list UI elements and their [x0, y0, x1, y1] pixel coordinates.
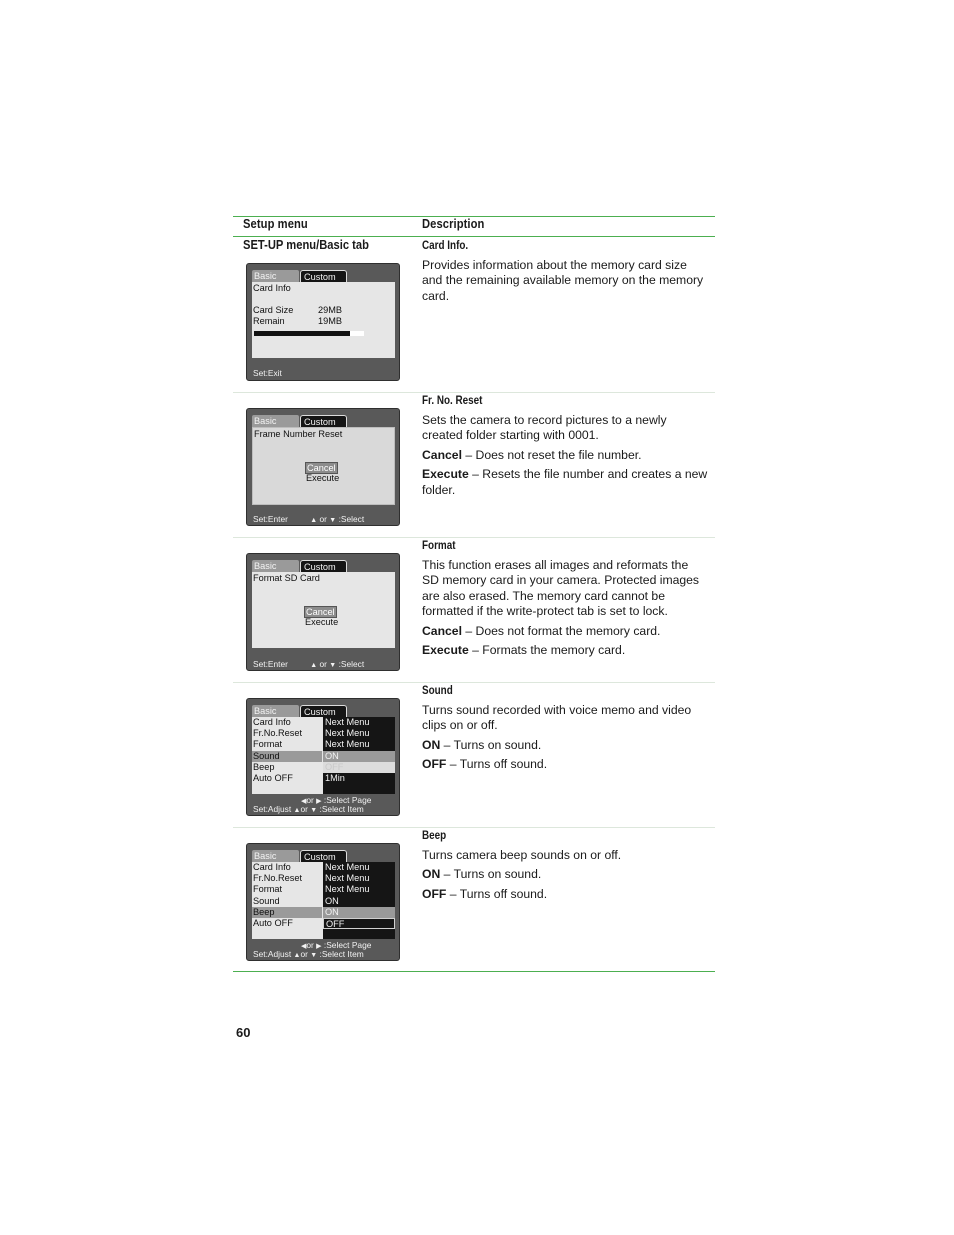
- row-title: Sound: [422, 685, 453, 697]
- menu-value: Next Menu: [325, 728, 370, 739]
- menu-item: Format: [253, 884, 283, 895]
- option-on: ON – Turns on sound.: [422, 867, 542, 881]
- column-header-description: Description: [422, 216, 485, 231]
- beep-description: [422, 828, 708, 906]
- menu-value-selected: ON: [323, 751, 395, 762]
- up-arrow-icon: ▲: [293, 807, 301, 814]
- row-title: Card Info.: [422, 240, 469, 252]
- menu-panel: [252, 862, 395, 939]
- menu-items: [252, 862, 322, 929]
- sound-menu-screen: [246, 698, 400, 816]
- menu-value: Next Menu: [325, 873, 370, 884]
- row-paragraph: Sets the camera to record pictures to a newly created folder starting with 0001.: [422, 412, 667, 442]
- menu-values: [323, 862, 395, 939]
- beep-menu-screen: [246, 843, 400, 961]
- remain-bar-fill: [254, 331, 350, 336]
- screen-heading: Format SD Card: [253, 573, 320, 583]
- tab-custom: Custom: [300, 270, 347, 282]
- tab-basic: Basic: [252, 560, 299, 572]
- menu-panel: [252, 717, 395, 794]
- menu-value: Next Menu: [325, 739, 370, 750]
- option-execute: Execute – Formats the memory card.: [422, 643, 626, 657]
- screen-panel: [252, 427, 395, 505]
- tab-basic: Basic: [252, 415, 299, 427]
- option-off: OFF – Turns off sound.: [422, 886, 548, 901]
- tab-basic: Basic: [252, 270, 299, 282]
- sound-description: [422, 683, 708, 777]
- fr-no-reset-description: [422, 393, 708, 502]
- down-arrow-icon: ▼: [329, 517, 337, 524]
- screen-footer: Set:Enter ▲ or ▼ :Select: [253, 514, 365, 524]
- tab-custom: Custom: [300, 850, 347, 862]
- menu-item: Card Info: [253, 717, 291, 727]
- down-arrow-icon: ▼: [310, 807, 318, 814]
- section-label: SET-UP menu/Basic tab: [243, 237, 369, 252]
- screen-panel: [252, 572, 395, 648]
- up-arrow-icon: ▲: [310, 662, 318, 669]
- row-title: Format: [422, 540, 456, 552]
- option-on: ON – Turns on sound.: [422, 737, 542, 752]
- screen-footer: Set:Exit: [253, 368, 282, 378]
- up-arrow-icon: ▲: [293, 952, 301, 959]
- menu-value: 1Min: [325, 772, 345, 783]
- tab-custom: Custom: [300, 415, 347, 427]
- menu-items: [252, 717, 322, 784]
- menu-values: [323, 717, 395, 794]
- column-header-setup-menu: Setup menu: [243, 216, 308, 231]
- tab-custom: Custom: [300, 560, 347, 572]
- menu-item: Format: [253, 739, 283, 750]
- menu-item: Auto OFF: [253, 917, 293, 928]
- tab-basic: Basic: [252, 850, 299, 862]
- format-sd-card-screen: [246, 553, 400, 671]
- menu-value: Next Menu: [325, 884, 370, 895]
- frame-number-reset-screen: [246, 408, 400, 526]
- row-paragraph: Provides information about the memory card size and the remaining available memory on the memory card.: [422, 257, 704, 303]
- up-arrow-icon: ▲: [310, 517, 318, 524]
- menu-item: Fr.No.Reset: [253, 728, 303, 739]
- row-title: Fr. No. Reset: [422, 395, 483, 407]
- down-arrow-icon: ▼: [310, 952, 318, 959]
- card-info-screen: [246, 263, 400, 381]
- menu-value-selected: ON: [323, 907, 395, 918]
- remain-label: Remain: [253, 316, 285, 326]
- left-arrow-icon: ◀: [301, 798, 307, 805]
- card-size-value: 29MB: [318, 305, 343, 315]
- menu-value: Next Menu: [325, 717, 370, 727]
- menu-item: Auto OFF: [253, 772, 293, 783]
- remain-value: 19MB: [318, 316, 343, 326]
- menu-value: ON: [325, 895, 339, 906]
- tab-custom: Custom: [300, 705, 347, 717]
- cancel-option: Cancel: [307, 463, 336, 473]
- menu-item-selected: Beep: [252, 907, 322, 918]
- menu-item: Card Info: [253, 862, 291, 872]
- right-arrow-icon: ▶: [316, 943, 322, 950]
- screen-panel: [252, 282, 395, 358]
- remain-bar-track: [254, 331, 364, 336]
- tab-basic: Basic: [252, 705, 299, 717]
- format-description: [422, 538, 708, 663]
- screen-footer-line2: Set:Adjust ▲or ▼ :Select Item: [253, 804, 364, 814]
- menu-value: Next Menu: [325, 862, 370, 872]
- option-cancel: Cancel – Does not format the memory card.: [422, 623, 661, 638]
- row-paragraph: Turns camera beep sounds on or off.: [422, 847, 622, 862]
- option-cancel: Cancel – Does not reset the file number.: [422, 447, 642, 462]
- left-arrow-icon: ◀: [301, 943, 307, 950]
- execute-option: Execute: [305, 617, 339, 627]
- card-info-description: [422, 238, 708, 308]
- table-bottom-rule: [233, 971, 715, 972]
- execute-option: Execute: [306, 473, 340, 483]
- screen-footer-line1: ◀or ▶ :Select Page: [301, 940, 372, 950]
- menu-item-selected: Sound: [252, 751, 322, 762]
- option-execute: Execute – Resets the file number and creates a new folder.: [422, 467, 708, 497]
- right-arrow-icon: ▶: [316, 798, 322, 805]
- menu-item: Fr.No.Reset: [253, 873, 303, 884]
- option-off: OFF – Turns off sound.: [422, 757, 548, 771]
- menu-item: Beep: [253, 761, 275, 772]
- screen-footer-line2: Set:Adjust ▲or ▼ :Select Item: [253, 949, 364, 959]
- cancel-option: Cancel: [306, 607, 335, 617]
- down-arrow-icon: ▼: [329, 662, 337, 669]
- screen-heading: Frame Number Reset: [254, 429, 343, 439]
- row-title: Beep: [422, 830, 447, 842]
- menu-value-option: OFF: [323, 762, 395, 773]
- card-size-label: Card Size: [253, 305, 294, 315]
- menu-value-option: OFF: [323, 918, 395, 929]
- menu-item: Sound: [253, 895, 280, 906]
- row-paragraph: This function erases all images and reformats the SD memory card in your camera. Protected images are also erased. The memory card cannot be formatted if the write-protect tab is set to lock.: [422, 557, 700, 618]
- page-number: 60: [236, 1025, 251, 1040]
- row-paragraph: Turns sound recorded with voice memo and video clips on or off.: [422, 702, 692, 732]
- screen-footer: Set:Enter ▲ or ▼ :Select: [253, 659, 365, 669]
- screen-heading: Card Info: [253, 283, 291, 293]
- screen-footer-line1: ◀or ▶ :Select Page: [301, 795, 372, 805]
